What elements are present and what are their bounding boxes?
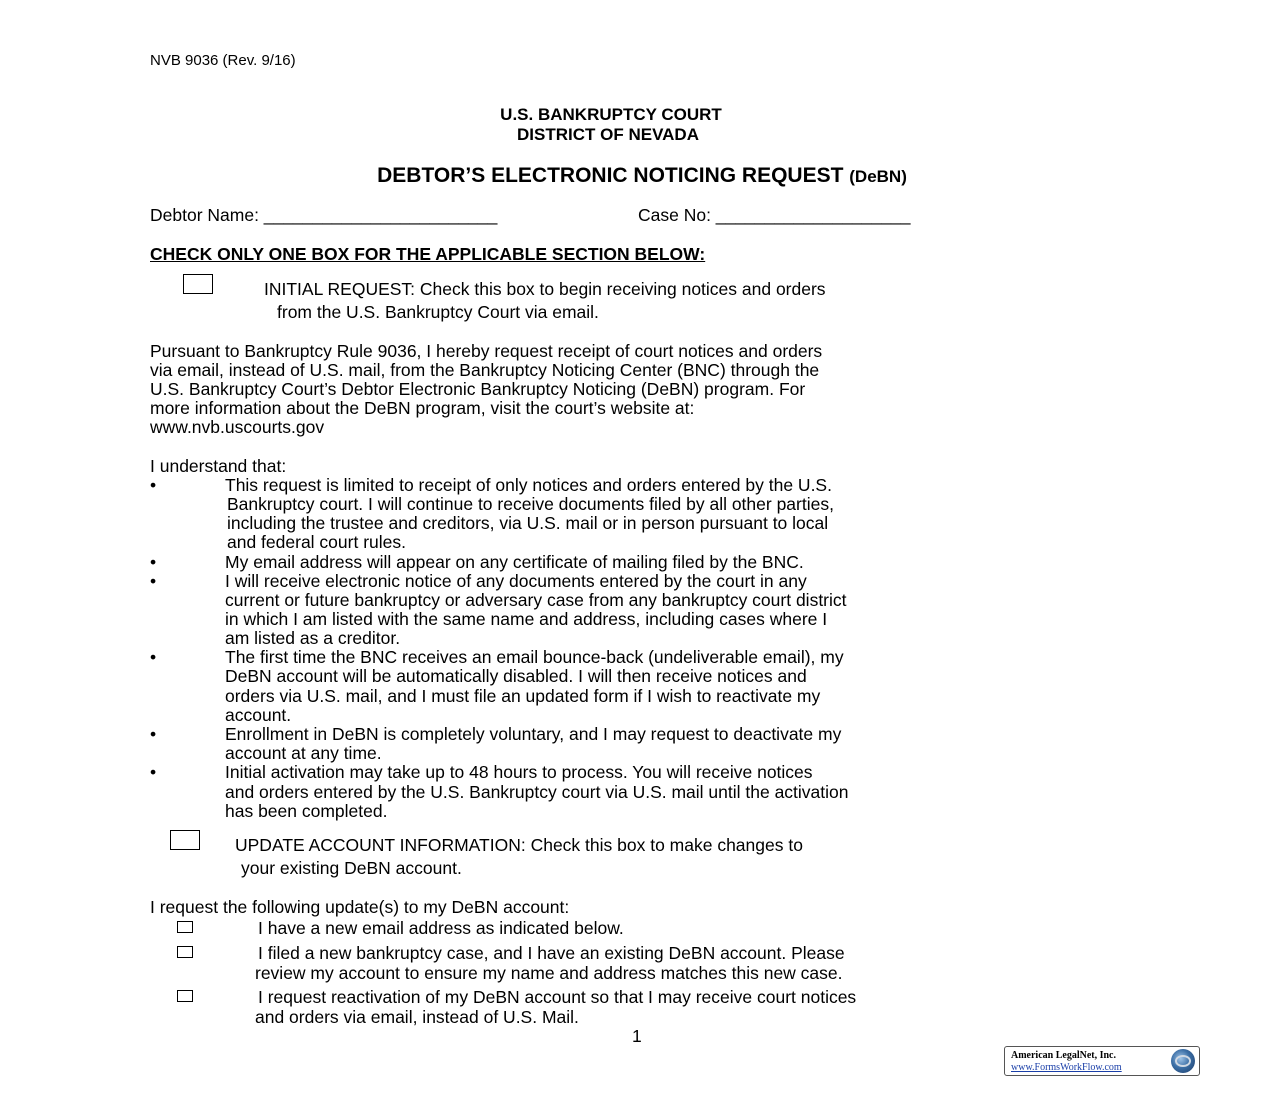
bullet-marker: • (150, 724, 157, 744)
initial-request-line2: from the U.S. Bankruptcy Court via email. (277, 302, 599, 322)
update-option-text: and orders via email, instead of U.S. Mail. (255, 1007, 579, 1027)
court-name: U.S. BANKRUPTCY COURT (500, 105, 722, 124)
update-option-text: I request reactivation of my DeBN account so that I may receive court notices (258, 987, 857, 1007)
court-district: DISTRICT OF NEVADA (517, 125, 699, 144)
form-id: NVB 9036 (Rev. 9/16) (150, 52, 296, 69)
court-website-link[interactable]: www.nvb.uscourts.gov (150, 417, 325, 437)
bullet-text: The first time the BNC receives an email bounce-back (undeliverable email), my (225, 647, 844, 667)
bullet-text: has been completed. (225, 801, 388, 821)
bullet-text: and federal court rules. (227, 532, 406, 552)
update-option-text: I filed a new bankruptcy case, and I have an existing DeBN account. Please (258, 943, 845, 963)
bullet-text: orders via U.S. mail, and I must file an updated form if I wish to reactivate my (225, 686, 821, 706)
pursuant-line: Pursuant to Bankruptcy Rule 9036, I hereby request receipt of court notices and orders (150, 341, 823, 361)
case-number-field[interactable]: Case No: ____________________ (638, 205, 911, 225)
update-account-checkbox[interactable] (170, 830, 200, 850)
understand-intro: I understand that: (150, 456, 287, 476)
page-title (0, 164, 1275, 188)
bullet-marker: • (150, 475, 157, 495)
bullet-text: including the trustee and creditors, via U.S. mail or in person pursuant to local (227, 513, 829, 533)
pursuant-line: more information about the DeBN program, visit the court’s website at: (150, 398, 695, 418)
bullet-marker: • (150, 552, 157, 572)
update-account-line1: UPDATE ACCOUNT INFORMATION: Check this box to make changes to (235, 835, 803, 855)
initial-request-checkbox[interactable] (183, 274, 213, 294)
update-option-text: I have a new email address as indicated below. (258, 918, 624, 938)
update-option-text: review my account to ensure my name and address matches this new case. (255, 963, 843, 983)
logo-url-link[interactable]: www.FormsWorkFlow.com (1011, 1062, 1122, 1073)
pursuant-line: via email, instead of U.S. mail, from the Bankruptcy Noticing Center (BNC) through the (150, 360, 820, 380)
bullet-text: current or future bankruptcy or adversary case from any bankruptcy court district (225, 590, 847, 610)
initial-request-line1: INITIAL REQUEST: Check this box to begin receiving notices and orders (264, 279, 826, 299)
title-sub: (DeBN) (849, 167, 907, 186)
bullet-text: and orders entered by the U.S. Bankruptcy court via U.S. mail until the activation (225, 782, 849, 802)
bullet-text: Bankruptcy court. I will continue to receive documents filed by all other parties, (227, 494, 834, 514)
globe-icon (1171, 1049, 1195, 1073)
bullet-marker: • (150, 571, 157, 591)
bullet-text: DeBN account will be automatically disabled. I will then receive notices and (225, 666, 807, 686)
title-main: DEBTOR’S ELECTRONIC NOTICING REQUEST (377, 164, 844, 187)
bullet-text: This request is limited to receipt of only notices and orders entered by the U.S. (225, 475, 832, 495)
reactivation-checkbox[interactable] (177, 990, 193, 1002)
bullet-text: Enrollment in DeBN is completely voluntary, and I may request to deactivate my (225, 724, 842, 744)
logo-company-name: American LegalNet, Inc. (1011, 1050, 1116, 1061)
new-email-checkbox[interactable] (177, 921, 193, 933)
page-number: 1 (632, 1026, 642, 1046)
bullet-text: account. (225, 705, 292, 725)
debtor-name-field[interactable]: Debtor Name: ________________________ (150, 205, 498, 225)
section-instructions: CHECK ONLY ONE BOX FOR THE APPLICABLE SECTION BELOW: (150, 244, 706, 264)
american-legalnet-logo[interactable] (1004, 1046, 1200, 1076)
bullet-text: account at any time. (225, 743, 382, 763)
bullet-text: in which I am listed with the same name and address, including cases where I (225, 609, 828, 629)
bullet-text: My email address will appear on any certificate of mailing filed by the BNC. (225, 552, 804, 572)
update-intro: I request the following update(s) to my DeBN account: (150, 897, 570, 917)
bullet-text: am listed as a creditor. (225, 628, 401, 648)
update-account-line2: your existing DeBN account. (241, 858, 462, 878)
bullet-text: I will receive electronic notice of any documents entered by the court in any (225, 571, 807, 591)
bullet-text: Initial activation may take up to 48 hours to process. You will receive notices (225, 762, 813, 782)
bullet-marker: • (150, 762, 157, 782)
pursuant-line: U.S. Bankruptcy Court’s Debtor Electronic Bankruptcy Noticing (DeBN) program. For (150, 379, 806, 399)
new-case-checkbox[interactable] (177, 946, 193, 958)
bullet-marker: • (150, 647, 157, 667)
